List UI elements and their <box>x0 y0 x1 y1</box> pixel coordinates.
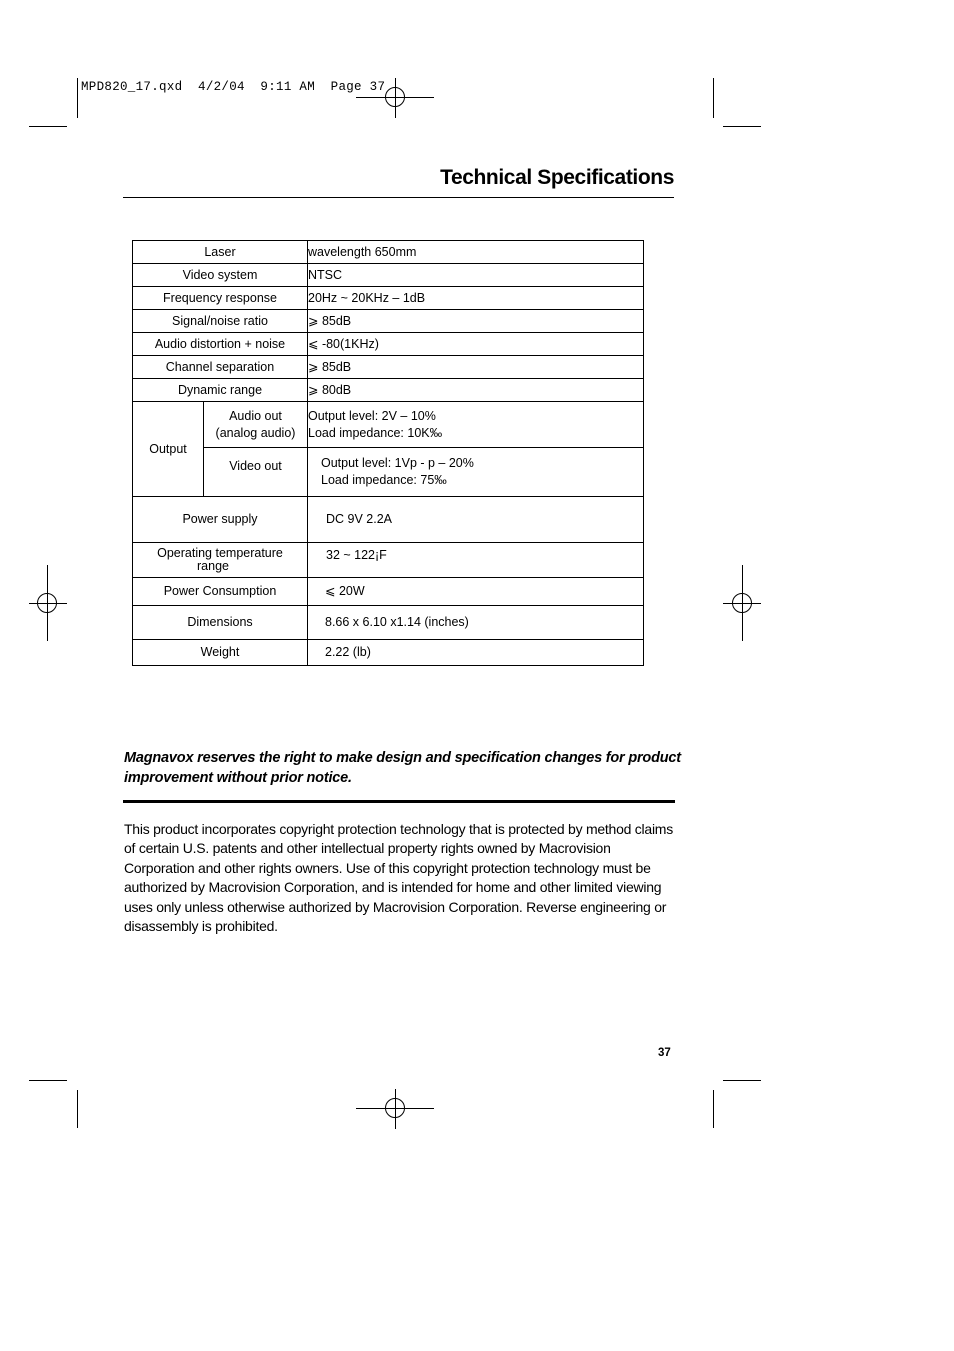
spec-label: Laser <box>133 241 308 264</box>
printer-slug: MPD820_17.qxd 4/2/04 9:11 AM Page 37 <box>81 80 386 94</box>
audio-out-value <box>308 402 644 448</box>
page-number: 37 <box>658 1047 671 1059</box>
audio-out-level: Output level: 2V – 10% <box>308 408 436 423</box>
notice-rule <box>123 800 675 803</box>
crop-mark-tr-h <box>723 126 761 127</box>
crop-mark-tl-v <box>77 78 78 118</box>
audio-out-label-line2: (analog audio) <box>215 425 296 440</box>
spec-value: wavelength 650mm <box>308 241 644 264</box>
spec-value: 8.66 x 6.10 x1.14 (inches) <box>308 606 644 640</box>
audio-out-label <box>204 402 308 448</box>
spec-value: ⩾ 85dB <box>308 310 644 333</box>
design-change-notice: Magnavox reserves the right to make design and specification changes for product improvement without prior notice. <box>124 750 681 786</box>
table-row <box>133 379 644 402</box>
spec-value: DC 9V 2.2A <box>308 497 644 543</box>
output-label: Output <box>133 402 204 497</box>
table-row <box>133 287 644 310</box>
spec-label <box>133 543 308 578</box>
spec-value: ⩾ 80dB <box>308 379 644 402</box>
copyright-paragraph: This product incorporates copyright protection technology that is protected by method claims of certain U.S. patents and other intellectual property rights owned by Macrovision Corporation and other rights owners. Use of this copyright protection technology must be authorized by Macrovision Corporation, and is intended for home and other limited viewing uses only unless otherwise authorized by Macrovision Corporation. Reverse engineering or disassembly is prohibited. <box>124 821 673 935</box>
spec-label: Dynamic range <box>133 379 308 402</box>
audio-out-label-line1: Audio out <box>229 408 282 423</box>
spec-value: 32 ~ 122¡F <box>308 543 644 578</box>
table-row <box>133 310 644 333</box>
crop-mark-br-h <box>723 1080 761 1081</box>
video-out-level: Output level: 1Vp - p – 20% <box>321 456 474 470</box>
crop-mark-tl-h <box>29 126 67 127</box>
crop-mark-tr-v <box>713 78 714 118</box>
spec-label: Channel separation <box>133 356 308 379</box>
page-title: Technical Specifications <box>440 166 674 189</box>
spec-value: ⩽ 20W <box>308 578 644 606</box>
spec-label: Power Consumption <box>133 578 308 606</box>
spec-value: ⩽ -80(1KHz) <box>308 333 644 356</box>
spec-value: NTSC <box>308 264 644 287</box>
table-row <box>133 402 644 448</box>
table-row <box>133 356 644 379</box>
audio-out-impedance: Load impedance: 10K‰ <box>308 425 443 440</box>
operating-temp-label-line2: range <box>197 559 229 573</box>
spec-label: Signal/noise ratio <box>133 310 308 333</box>
video-out-value <box>308 448 644 497</box>
table-row <box>133 606 644 640</box>
table-row <box>133 543 644 578</box>
crop-mark-br-v <box>713 1090 714 1128</box>
crop-mark-bl-v <box>77 1090 78 1128</box>
video-out-impedance: Load impedance: 75‰ <box>321 473 447 487</box>
spec-label: Dimensions <box>133 606 308 640</box>
operating-temp-label-line1: Operating temperature <box>157 546 283 560</box>
spec-label: Frequency response <box>133 287 308 310</box>
table-row <box>133 241 644 264</box>
spec-table <box>132 240 644 666</box>
spec-label: Weight <box>133 640 308 666</box>
crop-mark-bl-h <box>29 1080 67 1081</box>
table-row <box>133 578 644 606</box>
spec-value: ⩾ 85dB <box>308 356 644 379</box>
spec-label: Power supply <box>133 497 308 543</box>
table-row <box>133 264 644 287</box>
spec-label: Video system <box>133 264 308 287</box>
spec-value: 2.22 (lb) <box>308 640 644 666</box>
table-row <box>133 448 644 497</box>
video-out-label: Video out <box>204 448 308 497</box>
spec-label: Audio distortion + noise <box>133 333 308 356</box>
table-row <box>133 497 644 543</box>
table-row <box>133 333 644 356</box>
spec-value: 20Hz ~ 20KHz – 1dB <box>308 287 644 310</box>
title-rule <box>123 197 674 198</box>
table-row <box>133 640 644 666</box>
